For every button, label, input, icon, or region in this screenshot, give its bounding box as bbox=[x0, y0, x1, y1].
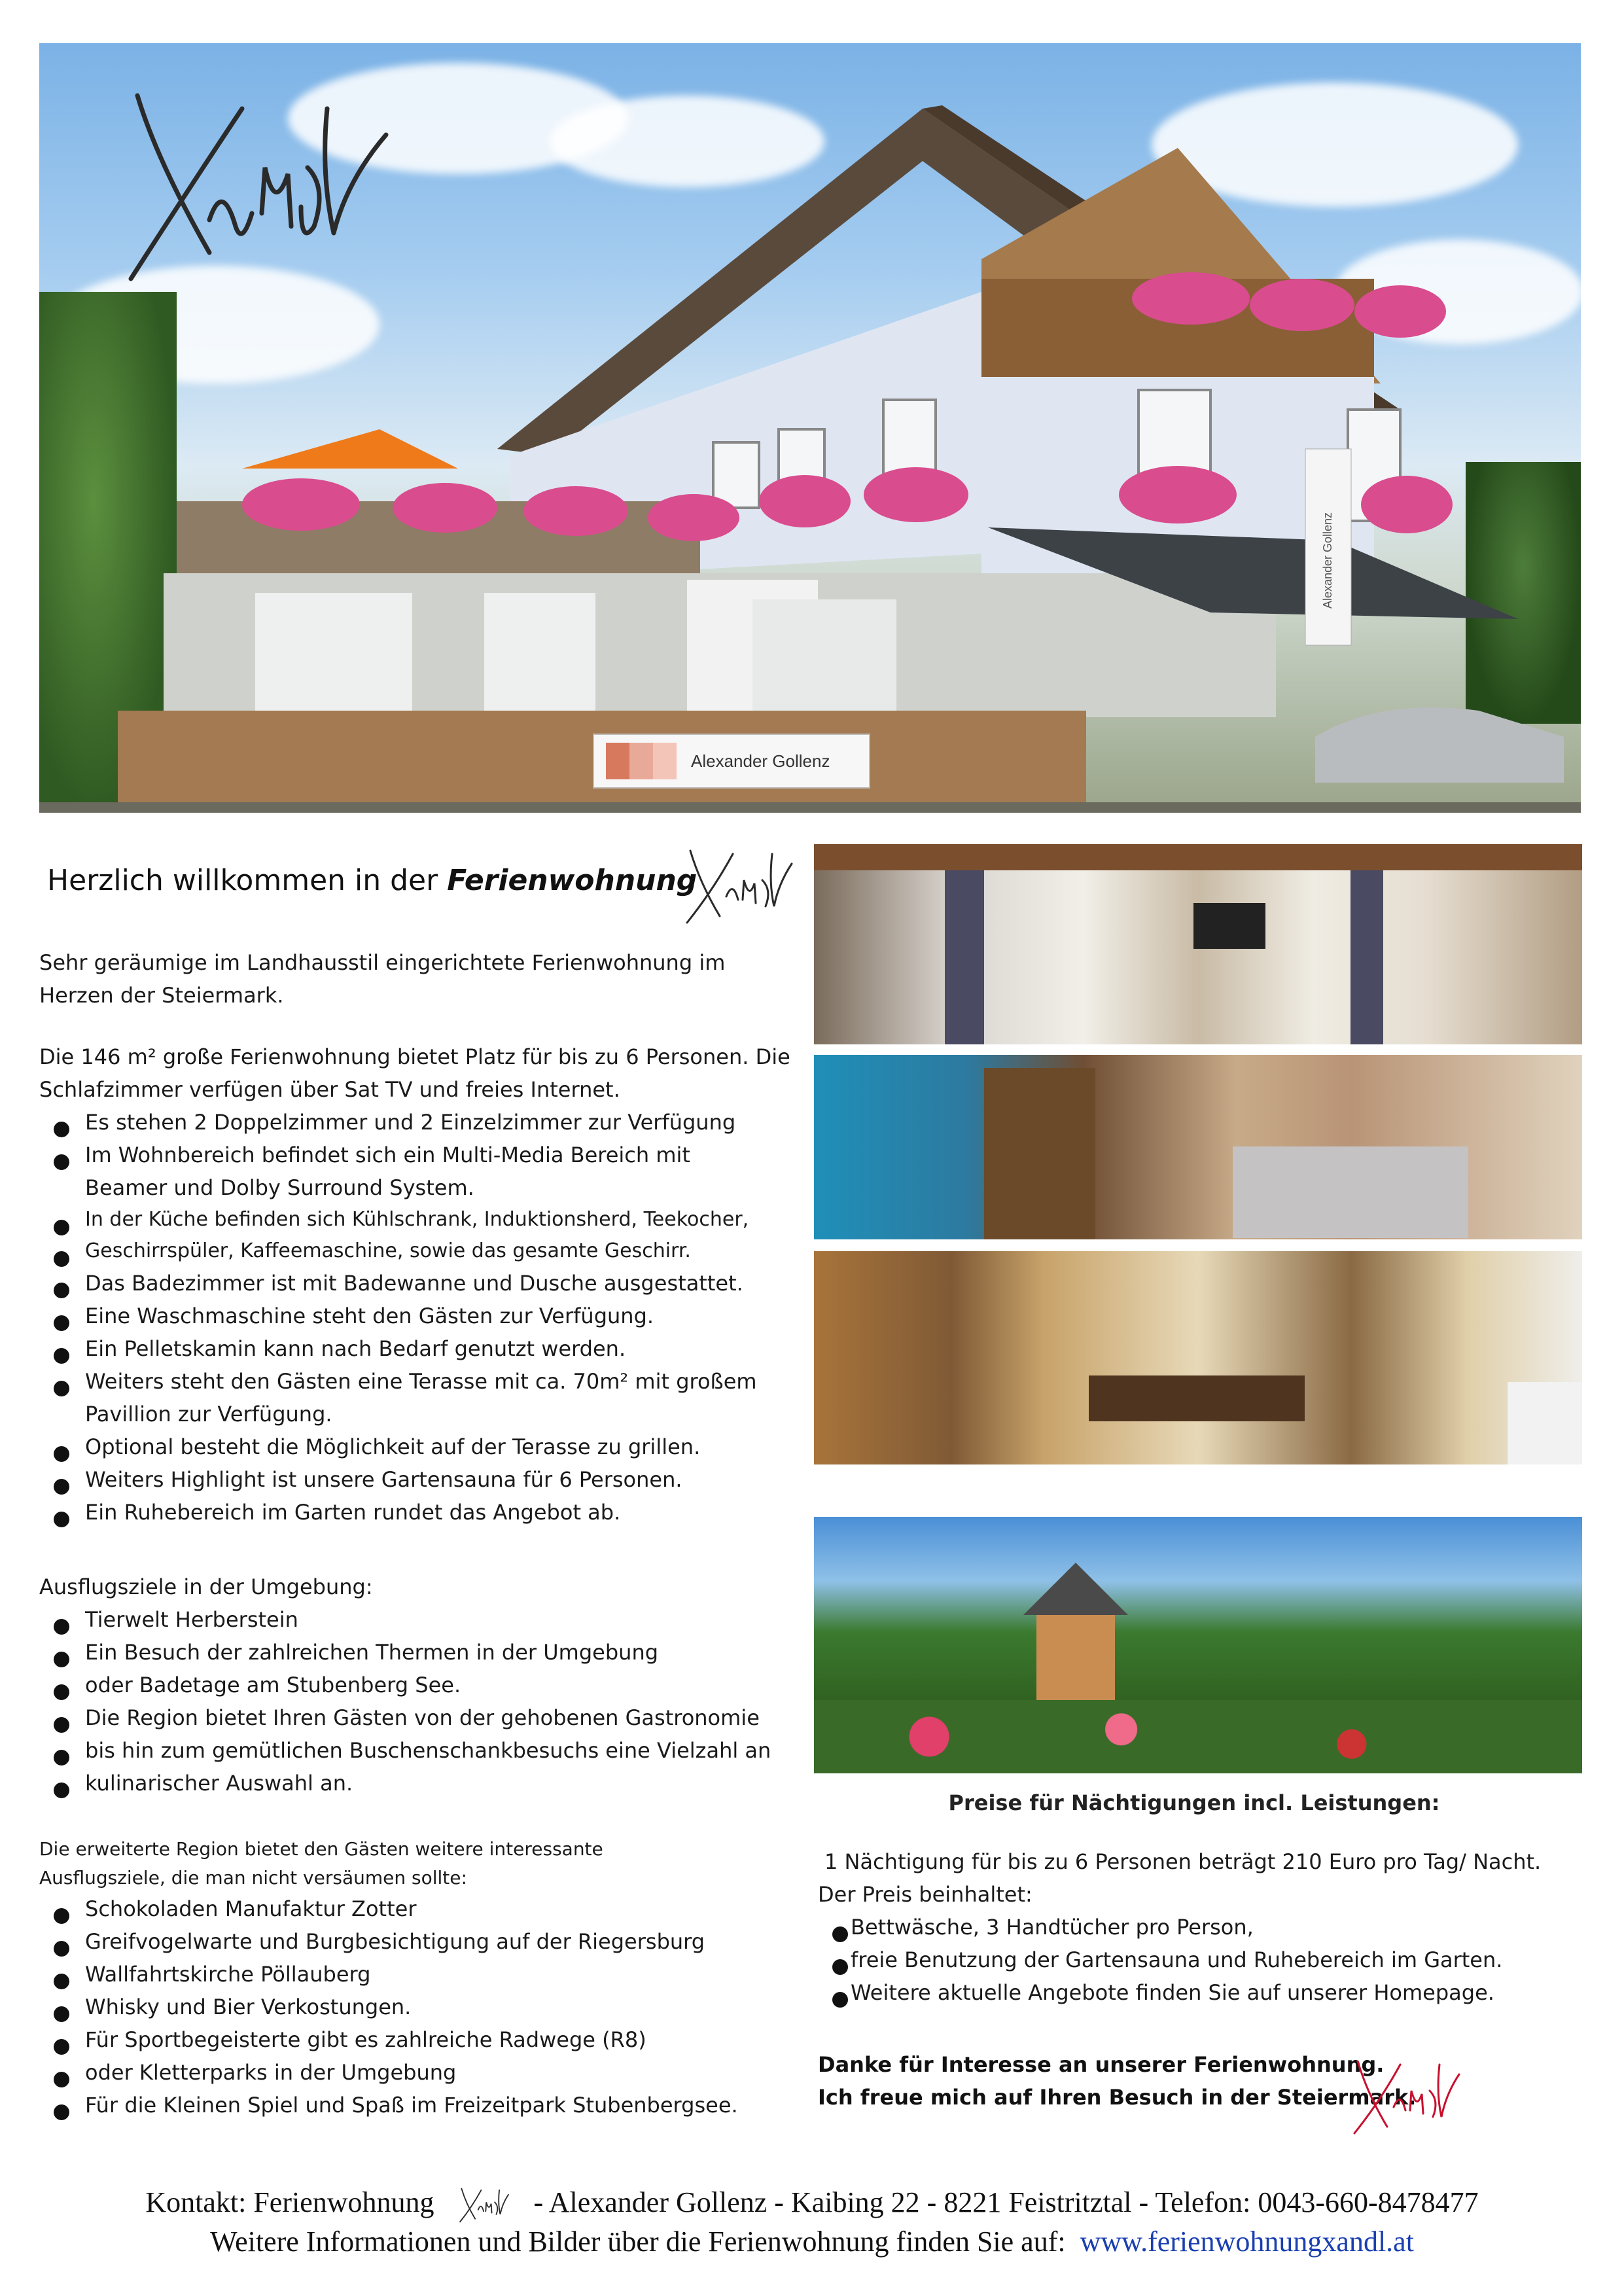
list-item: kulinarischer Auswahl an. bbox=[39, 1767, 811, 1800]
list-item: Ein Pelletskamin kann nach Bedarf genutzt werden. bbox=[39, 1332, 805, 1365]
prices-section bbox=[818, 1845, 1583, 2009]
xandl-logo-footer bbox=[442, 2186, 527, 2225]
list-item: Wallfahrtskirche Pöllauberg bbox=[39, 1958, 811, 1991]
list-item: Whisky und Bier Verkostungen. bbox=[39, 1991, 811, 2023]
list-item: Ein Besuch der zahlreichen Thermen in der Umgebung bbox=[39, 1636, 811, 1669]
prices-line: 1 Nächtigung für bis zu 6 Personen beträgt 210 Euro pro Tag/ Nacht. bbox=[824, 1849, 1542, 1874]
prices-title: Preise für Nächtigungen incl. Leistungen: bbox=[948, 1790, 1440, 1815]
website-link[interactable]: www.ferienwohnungxandl.at bbox=[1080, 2226, 1414, 2258]
banner-sign bbox=[593, 734, 870, 789]
stove bbox=[1508, 1382, 1582, 1464]
list-item: Es stehen 2 Doppelzimmer und 2 Einzelzimmer zur Verfügung bbox=[39, 1106, 805, 1139]
details-line: Die 146 m² große Ferienwohnung bietet Platz für bis zu 6 Personen. Die bbox=[39, 1044, 790, 1069]
list-item: Geschirrspüler, Kaffeemaschine, sowie das gesamte Geschirr. bbox=[39, 1235, 805, 1267]
photo-dining-kitchen bbox=[814, 1251, 1582, 1464]
sign-mark bbox=[653, 743, 677, 779]
excursions-list bbox=[39, 1603, 811, 1800]
region-line: Ausflugsziele, die man nicht versäumen sollte: bbox=[39, 1867, 467, 1889]
intro-line: Sehr geräumige im Landhausstil eingerichtete Ferienwohnung im bbox=[39, 950, 726, 975]
banner-sign-text: Alexander Gollenz bbox=[691, 751, 830, 771]
region-section bbox=[39, 1835, 811, 2121]
list-item: Ein Ruhebereich im Garten rundet das Angebot ab. bbox=[39, 1496, 805, 1529]
list-item: Bettwäsche, 3 Handtücher pro Person, bbox=[818, 1911, 1583, 1943]
photo-garden-sauna bbox=[814, 1517, 1582, 1773]
xandl-logo-small bbox=[680, 844, 798, 929]
footer-info bbox=[0, 2225, 1624, 2258]
list-item: Das Badezimmer ist mit Badewanne und Dusche ausgestattet. bbox=[39, 1267, 805, 1300]
welcome-emphasis: Ferienwohnung bbox=[447, 864, 697, 897]
list-item: Für Sportbegeisterte gibt es zahlreiche Radwege (R8) bbox=[39, 2023, 811, 2056]
list-item: oder Kletterparks in der Umgebung bbox=[39, 2056, 811, 2089]
xandl-logo bbox=[111, 82, 412, 298]
flag bbox=[1305, 475, 1351, 645]
footer-info-text: Weitere Informationen und Bilder über die Ferienwohnung finden Sie auf: bbox=[210, 2226, 1066, 2258]
sauna-roof bbox=[1023, 1563, 1128, 1615]
excursions-title: Ausflugsziele in der Umgebung: bbox=[39, 1574, 373, 1599]
photo-living-room bbox=[814, 844, 1582, 1044]
curtain bbox=[1350, 870, 1383, 1044]
list-item: bis hin zum gemütlichen Buschenschankbesuchs eine Vielzahl an bbox=[39, 1734, 811, 1767]
prices-list bbox=[818, 1911, 1583, 2009]
dining-table bbox=[1089, 1375, 1305, 1421]
list-item: freie Benutzung der Gartensauna und Ruhebereich im Garten. bbox=[818, 1943, 1583, 1976]
list-item: Eine Waschmaschine steht den Gästen zur Verfügung. bbox=[39, 1300, 805, 1332]
hero-photo bbox=[39, 43, 1581, 813]
details-line: Schlafzimmer verfügen über Sat TV und freies Internet. bbox=[39, 1077, 620, 1102]
ceiling-beams bbox=[814, 844, 1582, 870]
flag-text: Alexander Gollenz bbox=[1321, 512, 1335, 609]
thanks-line: Ich freue mich auf Ihren Besuch in der Steiermark. bbox=[818, 2085, 1417, 2110]
footer-contact-rest: - Alexander Gollenz - Kaibing 22 - 8221 Feistritztal - Telefon: 0043-660-8478477 bbox=[533, 2186, 1479, 2219]
flowerbed bbox=[814, 1700, 1582, 1773]
thanks-line: Danke für Interesse an unserer Ferienwohnung. bbox=[818, 2052, 1385, 2077]
xandl-logo-red bbox=[1348, 2055, 1466, 2140]
list-item: Weitere aktuelle Angebote finden Sie auf unserer Homepage. bbox=[818, 1976, 1583, 2009]
intro-text bbox=[39, 946, 725, 1012]
welcome-heading bbox=[47, 864, 697, 897]
list-item: Die Region bietet Ihren Gästen von der gehobenen Gastronomie bbox=[39, 1701, 811, 1734]
list-item: In der Küche befinden sich Kühlschrank, Induktionsherd, Teekocher, bbox=[39, 1204, 805, 1235]
details-section bbox=[39, 1040, 805, 1529]
excursions-section bbox=[39, 1570, 811, 1800]
tv bbox=[1193, 903, 1265, 949]
region-list bbox=[39, 1892, 811, 2121]
footer-contact-prefix: Kontakt: Ferienwohnung bbox=[145, 2186, 434, 2219]
photo-bedroom bbox=[814, 1055, 1582, 1239]
list-item: Greifvogelwarte und Burgbesichtigung auf der Riegersburg bbox=[39, 1925, 811, 1958]
thanks-section bbox=[818, 2048, 1416, 2114]
intro-line: Herzen der Steiermark. bbox=[39, 983, 284, 1008]
list-item: Im Wohnbereich befindet sich ein Multi-Media Bereich mit Beamer und Dolby Surround System. bbox=[39, 1139, 805, 1204]
details-list bbox=[39, 1106, 805, 1529]
sign-mark bbox=[606, 743, 629, 779]
bookshelf bbox=[984, 1068, 1095, 1239]
list-item: Weiters steht den Gästen eine Terasse mit ca. 70m² mit großem Pavillion zur Verfügung. bbox=[39, 1365, 805, 1430]
list-item: Weiters Highlight ist unsere Gartensauna für 6 Personen. bbox=[39, 1463, 805, 1496]
prices-line: Der Preis beinhaltet: bbox=[818, 1882, 1033, 1907]
list-item: Schokoladen Manufaktur Zotter bbox=[39, 1892, 811, 1925]
list-item: Für die Kleinen Spiel und Spaß im Freizeitpark Stubenbergsee. bbox=[39, 2089, 811, 2121]
curtain bbox=[945, 870, 984, 1044]
region-line: Die erweiterte Region bietet den Gästen weitere interessante bbox=[39, 1838, 603, 1860]
list-item: Tierwelt Herberstein bbox=[39, 1603, 811, 1636]
welcome-prefix: Herzlich willkommen in der bbox=[47, 864, 448, 897]
sign-mark bbox=[629, 743, 653, 779]
bed bbox=[1233, 1146, 1468, 1238]
list-item: Optional besteht die Möglichkeit auf der Terasse zu grillen. bbox=[39, 1430, 805, 1463]
footer-contact bbox=[0, 2186, 1624, 2225]
list-item: oder Badetage am Stubenberg See. bbox=[39, 1669, 811, 1701]
